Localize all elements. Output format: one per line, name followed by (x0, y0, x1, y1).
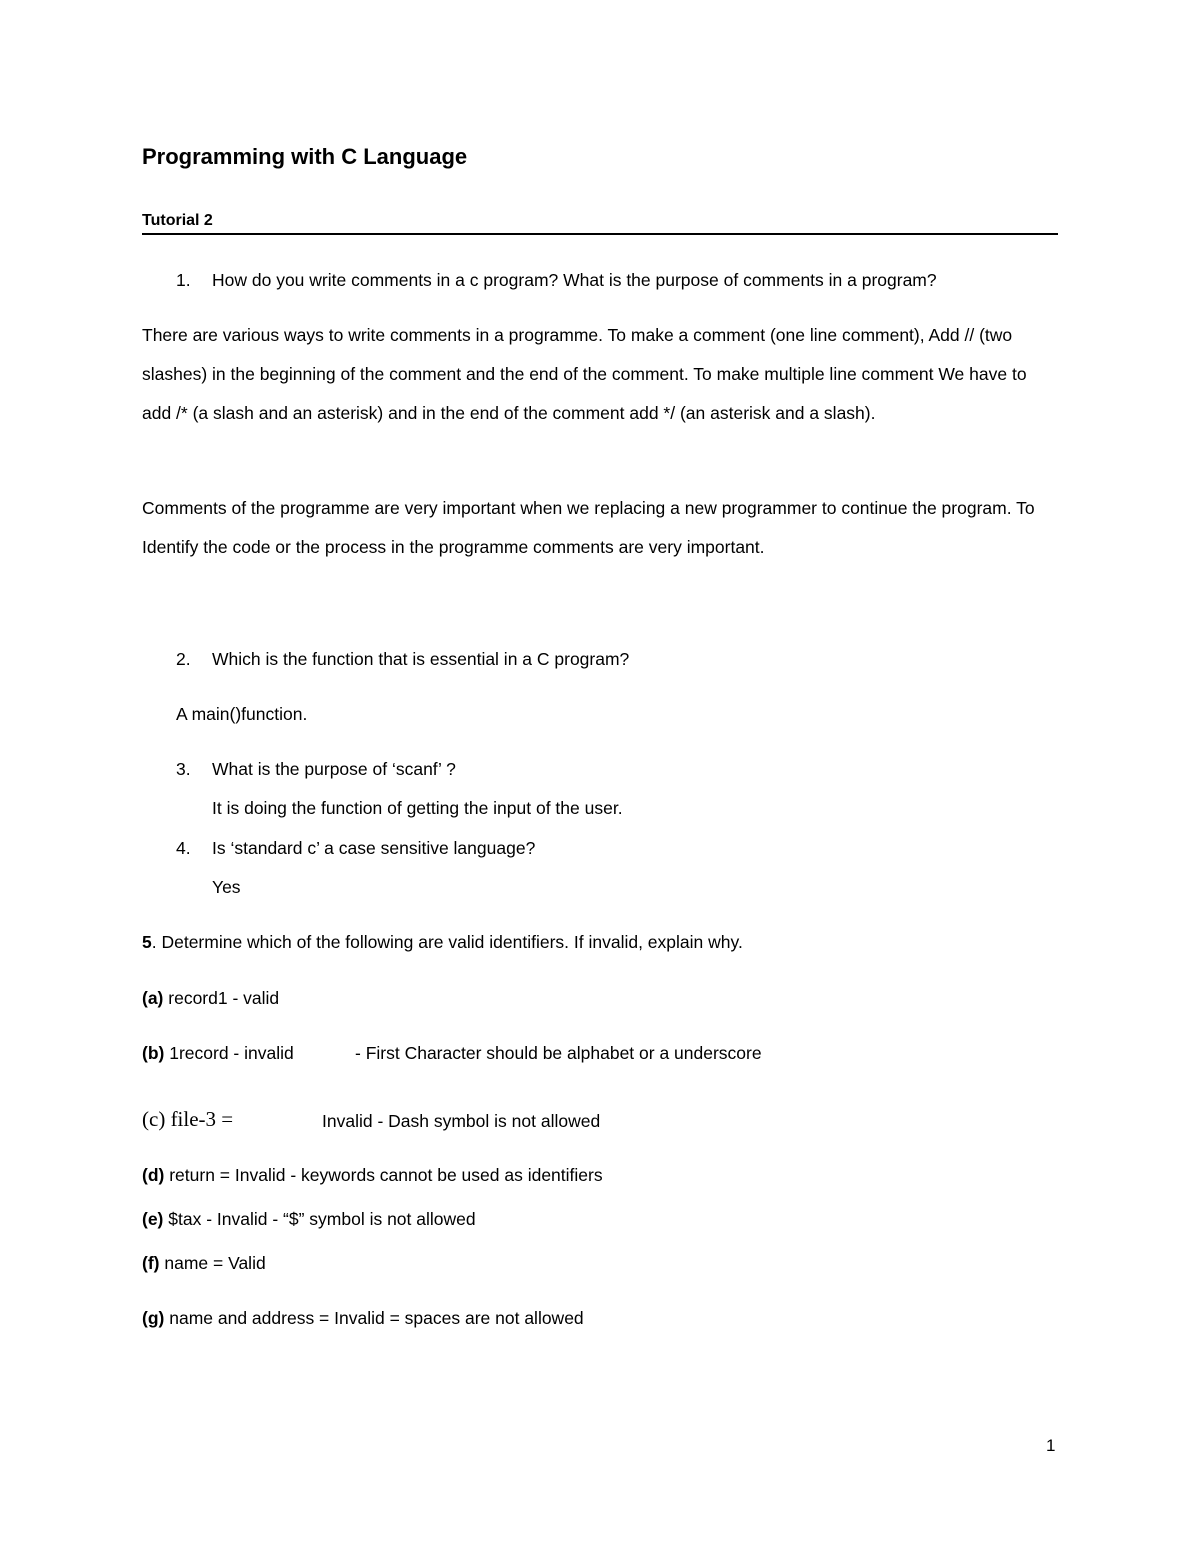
q5-item-f-label: (f) (142, 1253, 160, 1273)
q1-answer-paragraph-2: Comments of the programme are very important when we replacing a new programmer to continue the program. To Identify the code or the process in the programme comments are very important. (142, 498, 1035, 557)
q2-answer: A main()function. (176, 704, 308, 724)
tutorial-heading: Tutorial 2 (142, 212, 213, 229)
q5-item-c (142, 1107, 233, 1132)
q4-number: 4. (176, 838, 191, 858)
q5-item-b-note: - First Character should be alphabet or a underscore (355, 1043, 762, 1063)
q5-item-g-label: (g) (142, 1308, 165, 1328)
q5-text: . Determine which of the following are valid identifiers. If invalid, explain why. (151, 932, 743, 952)
q5-line (142, 932, 743, 953)
q3-answer: It is doing the function of getting the input of the user. (212, 798, 623, 818)
q5-item-f-text: name = Valid (164, 1253, 266, 1273)
q5-item-f (142, 1253, 266, 1274)
q5-item-e-label: (e) (142, 1209, 164, 1229)
q5-item-b-text: 1record - invalid (169, 1043, 294, 1063)
q2-text: Which is the function that is essential in a C program? (212, 649, 630, 669)
q5-item-a-text: record1 - valid (168, 988, 280, 1008)
heading-rule (142, 233, 1058, 235)
q4-answer: Yes (212, 877, 241, 897)
q5-item-g (142, 1308, 584, 1329)
q5-item-b-label: (b) (142, 1043, 165, 1063)
q3-text: What is the purpose of ‘scanf’ ? (212, 759, 456, 779)
q5-item-e (142, 1209, 476, 1230)
page-number: 1 (1046, 1436, 1056, 1455)
document-title: Programming with C Language (142, 144, 468, 169)
q5-item-a-label: (a) (142, 988, 164, 1008)
q5-item-c-note: Invalid - Dash symbol is not allowed (322, 1111, 601, 1131)
q4-text: Is ‘standard c’ a case sensitive language? (212, 838, 536, 858)
q1-number: 1. (176, 270, 191, 290)
q5-item-d (142, 1165, 603, 1186)
q5-item-a (142, 988, 279, 1009)
q5-item-d-text: return = Invalid - keywords cannot be used as identifiers (169, 1165, 603, 1185)
q5-item-d-label: (d) (142, 1165, 165, 1185)
q1-text: How do you write comments in a c program? What is the purpose of comments in a program? (212, 270, 937, 290)
q2-number: 2. (176, 649, 191, 669)
q5-item-g-text: name and address = Invalid = spaces are not allowed (169, 1308, 584, 1328)
q5-item-e-text: $tax - Invalid - “$” symbol is not allowed (168, 1209, 476, 1229)
q5-item-c-label: (c) (142, 1107, 166, 1131)
q5-number: 5 (142, 932, 152, 952)
q3-number: 3. (176, 759, 191, 779)
q5-item-b (142, 1043, 294, 1064)
q1-answer-paragraph-1: There are various ways to write comments in a programme. To make a comment (one line comment), Add // (two slashes) in the beginning of the comment and the end of the comment. To make multiple line comment We have to add /* (a slash and an asterisk) and in the end of the comment add */ (an asterisk and a slash). (142, 325, 1027, 423)
q5-item-c-expr: file-3 = (170, 1107, 234, 1131)
